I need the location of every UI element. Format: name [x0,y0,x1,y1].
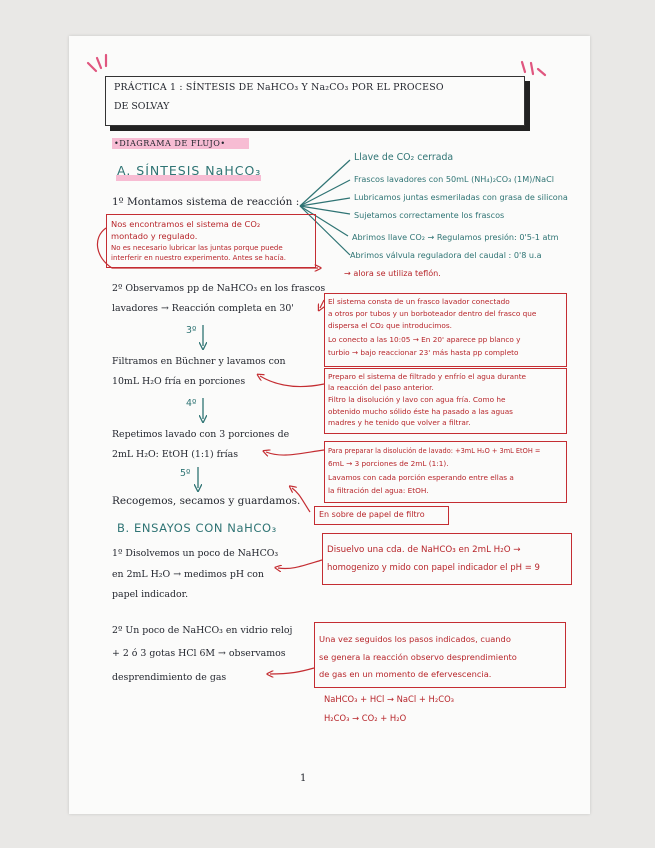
step-1: 1º Montamos sistema de reacción : [112,196,300,208]
box-system-line-3: dispersa el CO₂ que introducimos. [328,321,452,330]
note-1-line-4: interferir en nuestro experimento. Antes se hacía. [111,254,286,262]
red-arrow-system [320,300,324,308]
page-number: 1 [300,773,307,784]
step-4-line-1: Repetimos lavado con 3 porciones de [112,429,290,440]
box-system-line-4: Lo conecto a las 10:05 → En 20' aparece pp blanco y [328,335,521,344]
test-1-line-1: 1º Disolvemos un poco de NaHCO₃ [112,548,279,559]
red-arrow-filter [260,376,324,387]
note-1-line-1: Nos encontramos el sistema de CO₂ [111,219,261,229]
branch-teflon-note: → alora se utiliza teflón. [344,268,441,278]
box-test-1-line-1: Disuelvo una cda. de NaHCO₃ en 2mL H₂O → [327,545,521,555]
box-test-2-line-2: se genera la reacción observo desprendimiento [319,652,517,662]
section-b-heading: B. ENSAYOS CON NaHCO₃ [117,521,277,535]
step-4-line-2: 2mL H₂O: EtOH (1:1) frías [112,449,239,460]
box-filter-line-5: madres y he tenido que volver a filtrar. [328,418,471,427]
title-line-2: DE SOLVAY [114,101,170,112]
box-filter-line-1: Preparo el sistema de filtrado y enfrío el agua durante [328,372,527,381]
step-5-line-1: Recogemos, secamos y guardamos. [112,495,301,507]
box-system-line-1: El sistema consta de un frasco lavador conectado [328,297,510,306]
red-arrow-test2 [270,668,314,674]
step-2-line-1: 2º Observamos pp de NaHCO₃ en los frascos [112,283,326,294]
box-wash-line-2: 6mL → 3 porciones de 2mL (1:1). [328,459,449,468]
diagram-heading: •DIAGRAMA DE FLUJO• [114,138,226,148]
test-2-line-3: desprendimiento de gas [112,672,227,683]
step-2-line-2: lavadores → Reacción completa en 30' [112,303,294,314]
branch-lubricate: Lubricamos juntas esmeriladas con grasa de silicona [354,192,568,202]
equation-1: NaHCO₃ + HCl → NaCl + H₂CO₃ [324,694,455,704]
box-test-2-line-3: de gas en un momento de efervescencia. [319,669,492,679]
box-test-2-line-1: Una vez seguidos los pasos indicados, cuando [319,634,511,644]
red-arrow-test1 [278,560,322,569]
branch-fasten: Sujetamos correctamente los frascos [354,210,505,220]
step-4-number: 4º [186,398,197,409]
test-1-line-2: en 2mL H₂O → medimos pH con [112,569,264,580]
box-wash-line-4: la filtración del agua: EtOH. [328,486,429,495]
branch-co2-valve: Llave de CO₂ cerrada [354,152,454,163]
test-2-line-2: + 2 ó 3 gotas HCl 6M → observamos [112,648,286,659]
box-filter-line-4: obtenido mucho sólido éste ha pasado a las aguas [328,407,513,416]
note-1-line-3: No es necesario lubricar las juntas porque puede [111,244,283,252]
box-storage-text: En sobre de papel de filtro [319,510,425,519]
box-filter-line-3: Filtro la disolución y lavo con agua fría. Como he [328,395,506,404]
step-5-number: 5º [180,468,191,479]
section-a-heading: A. SÍNTESIS NaHCO₃ [117,163,262,178]
equation-2: H₂CO₃ → CO₂ + H₂O [324,713,407,723]
branch-open-valve: Abrimos llave CO₂ → Regulamos presión: 0'5-1 atm [352,232,559,242]
box-filter-line-2: la reacción del paso anterior. [328,383,434,392]
box-wash-line-3: Lavamos con cada porción esperando entre ellas a [328,473,514,482]
box-test-1-line-2: homogenizo y mido con papel indicador el pH = 9 [327,563,540,573]
red-arrow-wash [266,450,324,455]
branch-flow-valve: Abrimos válvula reguladora del caudal : 0'8 u.a [350,250,542,260]
box-system-line-2: a otros por tubos y un borboteador dentro del frasco que [328,309,537,318]
red-arrow-note1 [97,228,318,268]
note-1-line-2: montado y regulado. [111,231,198,241]
title-line-1: PRÁCTICA 1 : SÍNTESIS DE NaHCO₃ Y Na₂CO₃ POR EL PROCESO [114,82,444,93]
test-2-line-1: 2º Un poco de NaHCO₃ en vidrio reloj [112,625,293,636]
step-3-line-1: Filtramos en Büchner y lavamos con [112,356,286,367]
box-system-line-5: turbio → bajo reaccionar 23' más hasta pp completo [328,348,519,357]
box-wash-line-1: Para preparar la disolución de lavado: +3mL H₂O + 3mL EtOH = [328,447,541,455]
test-1-line-3: papel indicador. [112,589,189,600]
red-arrow-storage [292,488,310,512]
step-3-line-2: 10mL H₂O fría en porciones [112,376,246,387]
branch-wash-bottles: Frascos lavadores con 50mL (NH₄)₂CO₃ (1M)/NaCl [354,174,554,184]
step-3-number: 3º [186,325,197,336]
